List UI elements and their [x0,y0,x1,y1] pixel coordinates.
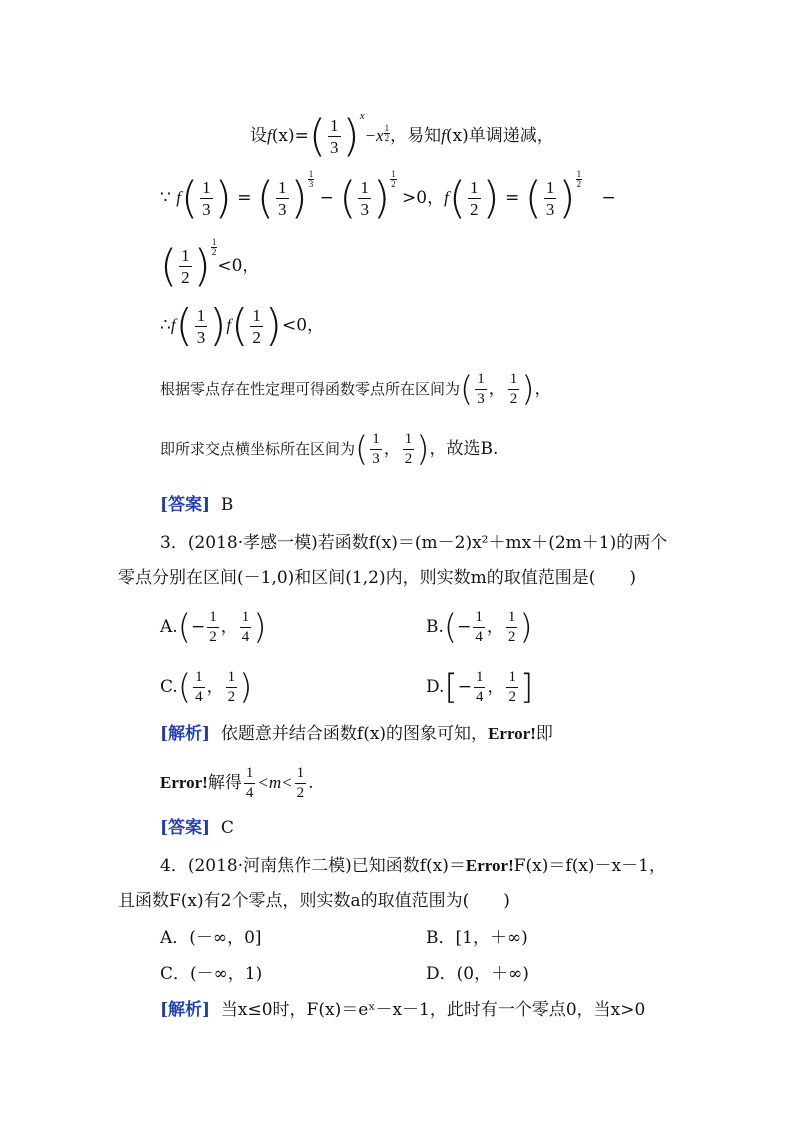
f-symbol: f [176,188,181,207]
analysis-text: 依题意并结合函数f(x)的图象可知， [220,724,489,744]
exponent-half [390,170,397,189]
solution-line-5 [160,369,552,410]
left-paren: ( [448,172,466,224]
right-paren: ) [519,607,533,648]
option-b [426,607,533,648]
because-symbol: ∵ [160,188,171,208]
numerator: 1 [475,372,487,390]
equals: = [505,188,520,208]
right-paren: ) [209,300,227,351]
denominator: 2 [508,689,516,705]
denominator: 3 [477,391,485,407]
m-inequality: <m< [257,773,293,792]
minus: − [190,617,206,637]
question-4-text-b: F(x)＝f(x)－x－1， [513,856,666,876]
error-text: Error! [488,724,536,743]
numerator: 1 [211,237,217,247]
numerator: 1 [295,766,307,784]
fraction-1-2 [250,307,263,346]
denominator: 2 [211,247,217,257]
fraction-1-3 [370,432,382,467]
fraction-1-2 [179,247,192,286]
interval-text: 即所求交点横坐标所在区间为 [160,440,356,458]
denominator: 4 [475,689,484,705]
numerator: 1 [391,169,396,179]
comma: ， [220,617,238,637]
minus: − [601,188,616,208]
denominator: 2 [470,200,479,219]
fraction-1-2 [295,766,307,801]
denominator: 2 [296,785,305,801]
question-4-line-2 [118,889,510,913]
less-than-zero: <0， [281,315,325,336]
numerator: 1 [207,610,219,628]
option-d [426,962,529,986]
numerator: 1 [278,178,287,197]
comma: ， [486,617,504,637]
numerator: 1 [473,610,485,628]
answer-tag: [答案] [160,818,211,838]
denominator: 2 [404,451,413,467]
right-paren: ) [342,110,360,162]
f-symbol: f [444,188,449,207]
option-label: D. [426,677,445,697]
left-paren: ( [524,172,542,224]
comma: ， [487,677,505,697]
text-fx-eq: (x)= [271,126,309,146]
therefore-symbol: ∴ [160,315,171,336]
analysis-tag: [解析] [160,1000,211,1020]
denominator: 3 [308,179,314,189]
denominator: 2 [509,391,518,407]
minus-x: −x [364,126,384,145]
answer-value: B [220,495,234,515]
right-paren: ) [214,172,232,224]
analysis-line-3 [160,998,645,1022]
option-label: C. [160,677,178,697]
numerator: 1 [193,670,205,688]
fraction-1-4 [473,610,485,645]
right-paren: ) [193,240,211,292]
comma: ， [534,379,552,399]
fraction-1-2 [226,670,238,705]
answer-line-1 [160,493,233,517]
left-paren: ( [175,300,193,351]
left-paren: ( [256,172,275,224]
denominator: 2 [252,327,261,347]
denominator: 3 [545,200,555,219]
denominator: 4 [241,629,250,645]
fraction-1-3 [358,179,371,218]
option-d [426,667,534,708]
denominator: 3 [202,200,211,219]
answer-tag: [答案] [160,495,211,515]
left-paren: ( [160,240,178,292]
option-c-text: C．(－∞，1) [160,964,263,984]
denominator: 2 [507,629,516,645]
analysis-text: 当x≤0时，F(x)＝eˣ－x－1，此时有一个零点0，当x>0 [220,1000,646,1020]
analysis-text-ji: 即 [535,724,553,744]
right-paren: ) [290,172,308,224]
exponent-half [576,170,583,189]
period: . [308,773,314,793]
option-a [160,607,267,648]
denominator: 4 [245,785,254,801]
right-paren: ) [416,429,430,470]
left-bracket: [ [444,667,458,708]
zero-theorem-text: 根据零点存在性定理可得函数零点所在区间为 [160,380,461,398]
error-text: Error! [160,773,208,792]
right-paren: ) [239,667,253,708]
text-she: 设 [250,126,267,146]
equals: = [237,188,252,208]
right-paren: ) [253,607,267,648]
text-monotone: (x)单调递减， [445,126,554,146]
f-symbol: f [170,315,176,335]
fraction-1-3 [475,372,487,407]
option-a [160,926,262,950]
fraction-1-4 [474,670,486,705]
option-b-text: B．[1，＋∞) [426,928,528,948]
fraction-1-2 [403,432,415,467]
solution-line-1 [250,104,554,162]
numerator: 1 [545,178,555,197]
fraction-1-3 [328,117,341,156]
fraction-1-4 [244,766,256,801]
option-b [426,926,528,950]
greater-than-zero: >0， [402,188,445,208]
denominator: 3 [330,138,339,157]
choose-b-text: ，故选B. [429,439,499,459]
solution-line-4 [160,300,325,351]
fraction-1-3 [544,179,557,218]
numerator: 1 [196,305,206,325]
denominator: 2 [576,179,582,189]
exponent-x: x [359,110,365,122]
option-d-text: D．(0，＋∞) [426,964,529,984]
fraction-1-4 [240,610,252,645]
comma: ， [206,677,224,697]
question-3-text-2: 零点分别在区间(－1,0)和区间(1,2)内，则实数m的取值范围是( ) [118,568,636,588]
fraction-1-2 [506,670,518,705]
comma: ， [488,379,506,399]
numerator: 1 [508,372,520,390]
left-paren: ( [355,429,369,470]
solution-line-3 [160,237,260,292]
numerator: 1 [308,169,314,179]
numerator: 1 [226,670,238,688]
right-paren: ) [558,172,576,224]
denominator: 4 [195,689,203,705]
numerator: 1 [403,432,415,450]
right-paren: ) [521,369,535,410]
option-label: B. [426,617,444,637]
less-than-zero: <0， [217,256,260,276]
right-bracket: ] [519,667,534,708]
numerator: 1 [252,305,261,325]
left-paren: ( [177,667,192,708]
question-4-line-1 [160,854,666,878]
question-3-line-2 [118,566,636,590]
left-paren: ( [308,110,327,162]
denominator: 3 [196,327,206,347]
minus: − [457,617,472,637]
left-paren: ( [339,172,357,224]
denominator: 2 [209,629,217,645]
comma: ， [383,439,401,459]
option-c [160,962,262,986]
denominator: 2 [181,268,190,287]
numerator: 1 [506,610,518,628]
numerator: 1 [360,178,369,197]
numerator: 1 [470,178,479,197]
question-4-text-2: 且函数F(x)有2个零点，则实数a的取值范围为( ) [118,891,510,911]
left-paren: ( [460,369,474,410]
denominator: 4 [475,629,483,645]
right-paren: ) [482,172,500,224]
denominator: 3 [372,451,380,467]
numerator: 1 [576,169,582,179]
left-paren: ( [443,607,458,648]
numerator: 1 [384,123,390,133]
error-text: Error! [465,856,514,875]
f-symbol: f [441,126,446,145]
solve-text: 解得 [207,773,242,793]
fraction-1-2 [468,179,481,218]
left-paren: ( [177,607,191,648]
option-c [160,667,253,708]
fraction-1-2 [207,610,219,645]
answer-value: C [220,818,234,838]
denominator: 2 [391,179,396,189]
left-paren: ( [231,300,249,351]
minus: − [319,188,334,208]
fraction-1-4 [193,670,205,705]
option-a-text: A．(－∞，0] [160,928,262,948]
fraction-1-2 [508,372,520,407]
minus: − [457,677,472,697]
numerator: 1 [474,670,486,688]
numerator: 1 [202,178,211,197]
analysis-tag: [解析] [160,724,211,744]
question-4-text: 4．(2018·河南焦作二模)已知函数f(x)＝ [160,856,466,876]
answer-line-2 [160,816,234,840]
denominator: 2 [227,689,236,705]
fraction-1-3 [195,307,208,346]
numerator: 1 [181,246,190,265]
denominator: 3 [278,200,287,219]
analysis-line-2 [160,766,313,801]
denominator: 2 [384,133,390,143]
exponent-third [308,170,315,189]
denominator: 3 [360,200,369,219]
fraction-1-2 [506,610,518,645]
option-label: A. [160,617,178,637]
exponent-half [211,238,218,257]
numerator: 1 [506,670,518,688]
fraction-1-3 [276,179,289,218]
analysis-line-1 [160,722,553,746]
fraction-1-3 [200,179,213,218]
right-paren: ) [372,172,391,224]
numerator: 1 [244,766,256,784]
solution-line-6 [160,429,499,470]
f-symbol: f [267,126,272,145]
text-yizhi: ，易知 [390,126,442,146]
question-3-text: 3．(2018·孝感一模)若函数f(x)＝(m－2)x²＋mx＋(2m＋1)的两个 [160,533,668,553]
question-3-line-1 [160,531,667,555]
right-paren: ) [264,300,282,351]
left-paren: ( [180,172,199,224]
numerator: 1 [240,610,252,628]
numerator: 1 [370,432,382,450]
f-symbol: f [226,315,232,335]
numerator: 1 [330,116,339,135]
solution-line-2 [160,169,616,224]
